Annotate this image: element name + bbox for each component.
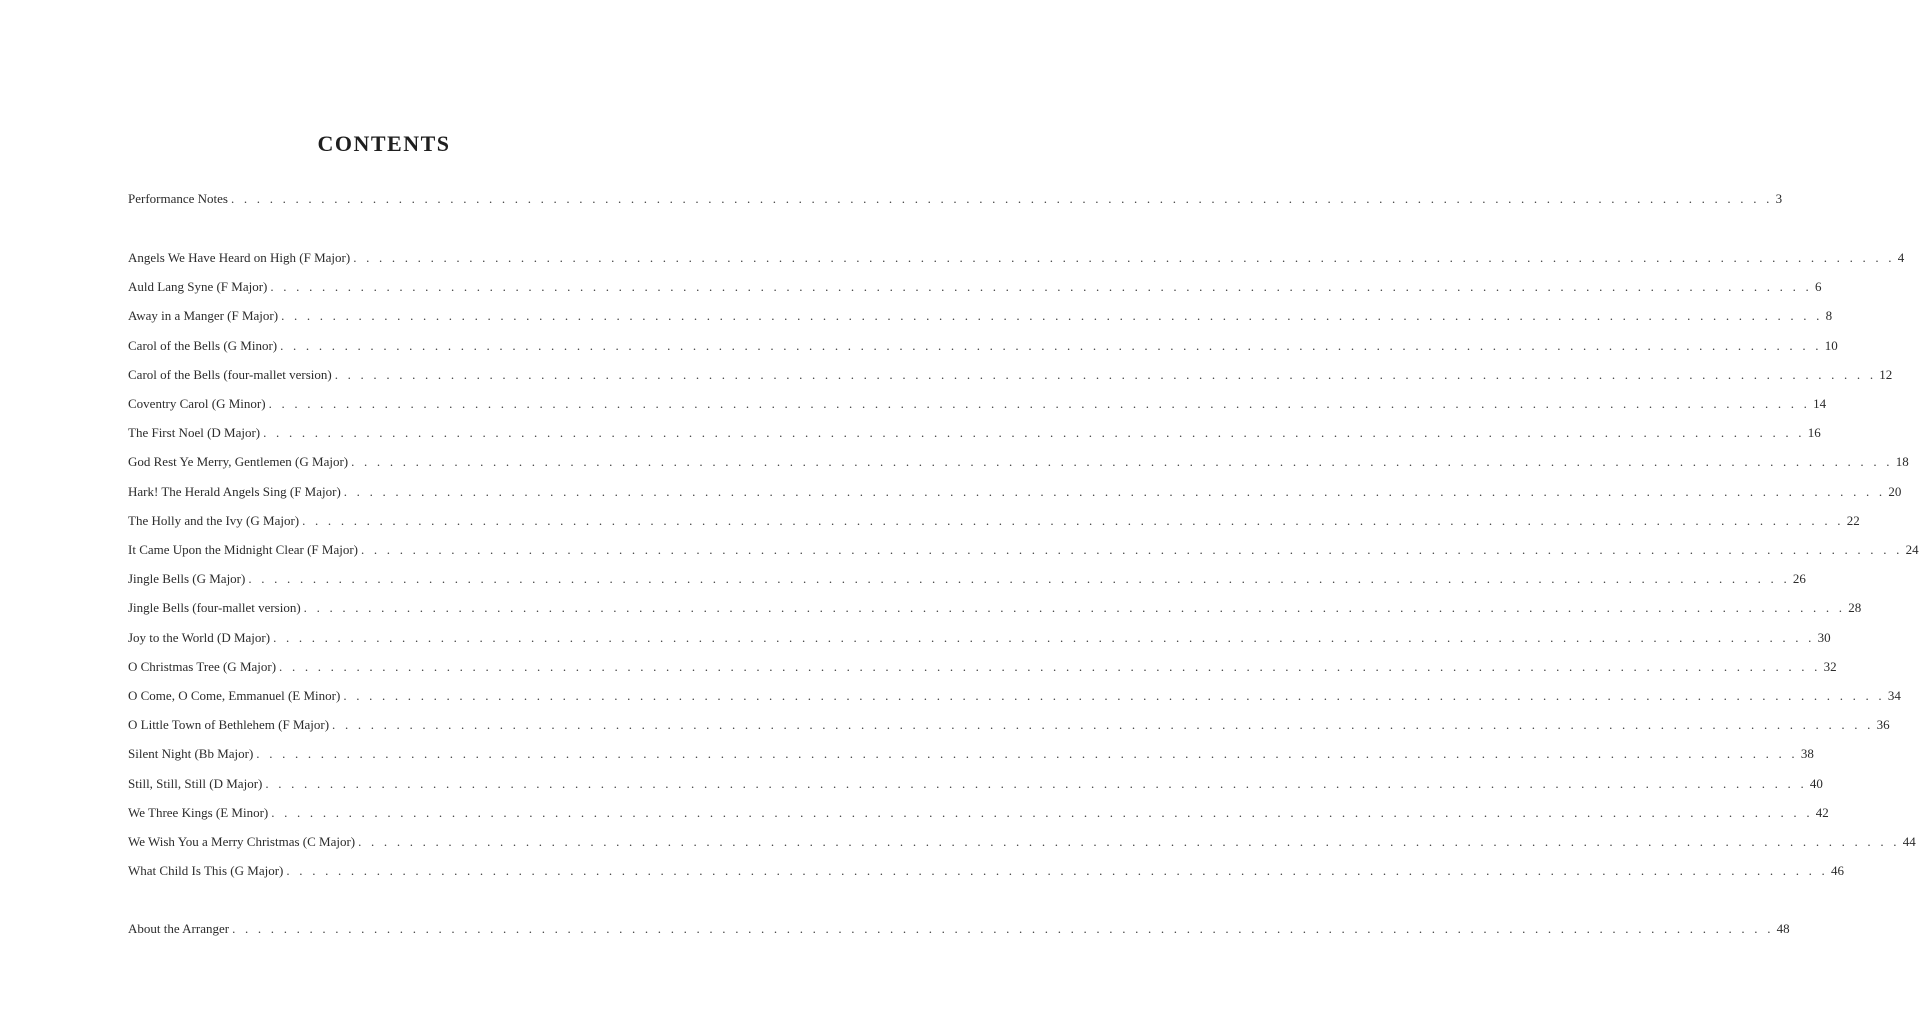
- toc-entry-page-number: 34: [1887, 688, 1901, 703]
- toc-entry: [128, 686, 1901, 706]
- dot-leader: . . . . . . . . . . . . . . . . . . . . . . . . . . . . . . . . . . . . . . . . . . . . . . . . . . . . . . . . . . . . . . . . . . . . . . . . . . . . . . . . . . . . . . . . . . . . . . . . . . . . . . . . . . . . . . . . . . . . . . . .: [286, 863, 1828, 879]
- toc-entry-page-number: 16: [1807, 425, 1821, 441]
- toc-entry: [128, 861, 1844, 881]
- toc-entry-page-number: 30: [1817, 629, 1831, 645]
- toc-entry-title: The Holly and the Ivy (G Major): [128, 512, 300, 528]
- toc-entry: [128, 744, 1814, 764]
- toc-entry-page-number: 6: [1814, 279, 1822, 295]
- toc-entry-page-number: 8: [1825, 308, 1833, 324]
- toc-entry: [128, 598, 1862, 618]
- toc-entry: [128, 189, 1783, 209]
- dot-leader: . . . . . . . . . . . . . . . . . . . . . . . . . . . . . . . . . . . . . . . . . . . . . . . . . . . . . . . . . . . . . . . . . . . . . . . . . . . . . . . . . . . . . . . . . . . . . . . . . . . . . . . . . . . . . . . . . . . . . . . .: [361, 542, 1903, 557]
- toc-entry-title: Performance Notes: [128, 191, 228, 206]
- toc-entry-title: O Christmas Tree (G Major): [128, 658, 277, 674]
- dot-leader: . . . . . . . . . . . . . . . . . . . . . . . . . . . . . . . . . . . . . . . . . . . . . . . . . . . . . . . . . . . . . . . . . . . . . . . . . . . . . . . . . . . . . . . . . . . . . . . . . . . . . . . . . . . . . . . . . . . . . . . .: [248, 571, 1790, 587]
- toc-entry: [128, 482, 1902, 502]
- toc-entry: [128, 511, 1860, 531]
- toc-entry: [128, 365, 1893, 385]
- dot-leader: . . . . . . . . . . . . . . . . . . . . . . . . . . . . . . . . . . . . . . . . . . . . . . . . . . . . . . . . . . . . . . . . . . . . . . . . . . . . . . . . . . . . . . . . . . . . . . . . . . . . . . . . . . . . . . . . . . . . . . . .: [231, 191, 1773, 206]
- toc-entry-page-number: 14: [1813, 396, 1827, 411]
- toc-entry: [128, 715, 1890, 735]
- dot-leader: . . . . . . . . . . . . . . . . . . . . . . . . . . . . . . . . . . . . . . . . . . . . . . . . . . . . . . . . . . . . . . . . . . . . . . . . . . . . . . . . . . . . . . . . . . . . . . . . . . . . . . . . . . . . . . . . . . . . . . . .: [268, 396, 1811, 411]
- dot-leader: . . . . . . . . . . . . . . . . . . . . . . . . . . . . . . . . . . . . . . . . . . . . . . . . . . . . . . . . . . . . . . . . . . . . . . . . . . . . . . . . . . . . . . . . . . . . . . . . . . . . . . . . . . . . . . . . . . . . . . . .: [265, 775, 1807, 791]
- toc-entry: [128, 306, 1833, 326]
- toc-entry-page-number: 48: [1776, 921, 1790, 936]
- toc-entry: [128, 277, 1822, 297]
- page-title: CONTENTS: [317, 131, 451, 156]
- toc-entry: [128, 569, 1806, 589]
- toc-entry-title: Carol of the Bells (four-mallet version): [128, 366, 332, 382]
- dot-leader: . . . . . . . . . . . . . . . . . . . . . . . . . . . . . . . . . . . . . . . . . . . . . . . . . . . . . . . . . . . . . . . . . . . . . . . . . . . . . . . . . . . . . . . . . . . . . . . . . . . . . . . . . . . . . . . . . . . . . . . .: [270, 279, 1812, 295]
- dot-leader: . . . . . . . . . . . . . . . . . . . . . . . . . . . . . . . . . . . . . . . . . . . . . . . . . . . . . . . . . . . . . . . . . . . . . . . . . . . . . . . . . . . . . . . . . . . . . . . . . . . . . . . . . . . . . . . . . . . . . . . .: [232, 921, 1774, 936]
- dot-leader: . . . . . . . . . . . . . . . . . . . . . . . . . . . . . . . . . . . . . . . . . . . . . . . . . . . . . . . . . . . . . . . . . . . . . . . . . . . . . . . . . . . . . . . . . . . . . . . . . . . . . . . . . . . . . . . . . . . . . . . .: [280, 337, 1822, 353]
- toc-entry-title: What Child Is This (G Major): [128, 863, 284, 879]
- toc-entry-title: O Little Town of Bethlehem (F Major): [128, 717, 330, 733]
- toc-entry-page-number: 12: [1879, 366, 1893, 382]
- toc-entry-title: We Wish You a Merry Christmas (C Major): [128, 834, 356, 849]
- toc-entry-page-number: 18: [1895, 454, 1909, 470]
- toc-entry-title: Angels We Have Heard on High (F Major): [128, 250, 351, 265]
- toc-entry: [128, 336, 1838, 356]
- toc-entry-title: Jingle Bells (G Major): [128, 571, 246, 587]
- toc-entry-page-number: 22: [1846, 512, 1860, 528]
- toc-entry-title: Jingle Bells (four-mallet version): [128, 600, 301, 616]
- dot-leader: . . . . . . . . . . . . . . . . . . . . . . . . . . . . . . . . . . . . . . . . . . . . . . . . . . . . . . . . . . . . . . . . . . . . . . . . . . . . . . . . . . . . . . . . . . . . . . . . . . . . . . . . . . . . . . . . . . . . . . . .: [343, 688, 1885, 703]
- toc-entry: [128, 628, 1831, 648]
- toc-entry-page-number: 28: [1848, 600, 1862, 616]
- toc-entry: [128, 452, 1909, 472]
- dot-leader: . . . . . . . . . . . . . . . . . . . . . . . . . . . . . . . . . . . . . . . . . . . . . . . . . . . . . . . . . . . . . . . . . . . . . . . . . . . . . . . . . . . . . . . . . . . . . . . . . . . . . . . . . . . . . . . . . . . . . . . .: [303, 600, 1846, 616]
- toc-entry-title: Coventry Carol (G Minor): [128, 396, 266, 411]
- toc-entry-page-number: 3: [1775, 191, 1783, 206]
- dot-leader: . . . . . . . . . . . . . . . . . . . . . . . . . . . . . . . . . . . . . . . . . . . . . . . . . . . . . . . . . . . . . . . . . . . . . . . . . . . . . . . . . . . . . . . . . . . . . . . . . . . . . . . . . . . . . . . . . . . . . . . .: [273, 629, 1815, 645]
- dot-leader: . . . . . . . . . . . . . . . . . . . . . . . . . . . . . . . . . . . . . . . . . . . . . . . . . . . . . . . . . . . . . . . . . . . . . . . . . . . . . . . . . . . . . . . . . . . . . . . . . . . . . . . . . . . . . . . . . . . . . . . .: [281, 308, 1823, 324]
- toc-entry-title: Joy to the World (D Major): [128, 629, 271, 645]
- toc-entry-title: Carol of the Bells (G Minor): [128, 337, 278, 353]
- toc-entry: [128, 774, 1823, 794]
- toc-entry-title: The First Noel (D Major): [128, 425, 261, 441]
- toc-entry: [128, 803, 1829, 823]
- toc-entry-title: Auld Lang Syne (F Major): [128, 279, 268, 295]
- toc-entry: [128, 248, 1905, 268]
- toc-entry-page-number: 42: [1815, 804, 1829, 820]
- toc-entry-page-number: 4: [1897, 250, 1905, 265]
- dot-leader: . . . . . . . . . . . . . . . . . . . . . . . . . . . . . . . . . . . . . . . . . . . . . . . . . . . . . . . . . . . . . . . . . . . . . . . . . . . . . . . . . . . . . . . . . . . . . . . . . . . . . . . . . . . . . . . . . . . . . . . .: [271, 804, 1813, 820]
- toc-entry-title: We Three Kings (E Minor): [128, 804, 269, 820]
- toc-entry-title: Away in a Manger (F Major): [128, 308, 279, 324]
- toc-entry: [128, 919, 1790, 939]
- toc-entry: [128, 540, 1919, 560]
- dot-leader: . . . . . . . . . . . . . . . . . . . . . . . . . . . . . . . . . . . . . . . . . . . . . . . . . . . . . . . . . . . . . . . . . . . . . . . . . . . . . . . . . . . . . . . . . . . . . . . . . . . . . . . . . . . . . . . . . . . . . . . .: [343, 483, 1886, 499]
- dot-leader: . . . . . . . . . . . . . . . . . . . . . . . . . . . . . . . . . . . . . . . . . . . . . . . . . . . . . . . . . . . . . . . . . . . . . . . . . . . . . . . . . . . . . . . . . . . . . . . . . . . . . . . . . . . . . . . . . . . . . . . .: [263, 425, 1805, 441]
- toc-entry-page-number: 38: [1800, 746, 1814, 762]
- toc-entry-page-number: 40: [1809, 775, 1823, 791]
- dot-leader: . . . . . . . . . . . . . . . . . . . . . . . . . . . . . . . . . . . . . . . . . . . . . . . . . . . . . . . . . . . . . . . . . . . . . . . . . . . . . . . . . . . . . . . . . . . . . . . . . . . . . . . . . . . . . . . . . . . . . . . .: [279, 658, 1821, 674]
- dot-leader: . . . . . . . . . . . . . . . . . . . . . . . . . . . . . . . . . . . . . . . . . . . . . . . . . . . . . . . . . . . . . . . . . . . . . . . . . . . . . . . . . . . . . . . . . . . . . . . . . . . . . . . . . . . . . . . . . . . . . . . .: [353, 250, 1895, 265]
- toc-entry-page-number: 44: [1902, 834, 1916, 849]
- toc-entry-page-number: 10: [1824, 337, 1838, 353]
- toc-entry-page-number: 24: [1905, 542, 1919, 557]
- toc-entry-title: O Come, O Come, Emmanuel (E Minor): [128, 688, 341, 703]
- toc-entry-title: God Rest Ye Merry, Gentlemen (G Major): [128, 454, 349, 470]
- dot-leader: . . . . . . . . . . . . . . . . . . . . . . . . . . . . . . . . . . . . . . . . . . . . . . . . . . . . . . . . . . . . . . . . . . . . . . . . . . . . . . . . . . . . . . . . . . . . . . . . . . . . . . . . . . . . . . . . . . . . . . . .: [332, 717, 1874, 733]
- toc-entry: [128, 657, 1837, 677]
- toc-entry-page-number: 20: [1888, 483, 1902, 499]
- toc-entry-page-number: 36: [1876, 717, 1890, 733]
- dot-leader: . . . . . . . . . . . . . . . . . . . . . . . . . . . . . . . . . . . . . . . . . . . . . . . . . . . . . . . . . . . . . . . . . . . . . . . . . . . . . . . . . . . . . . . . . . . . . . . . . . . . . . . . . . . . . . . . . . . . . . . .: [351, 454, 1893, 470]
- dot-leader: . . . . . . . . . . . . . . . . . . . . . . . . . . . . . . . . . . . . . . . . . . . . . . . . . . . . . . . . . . . . . . . . . . . . . . . . . . . . . . . . . . . . . . . . . . . . . . . . . . . . . . . . . . . . . . . . . . . . . . . .: [256, 746, 1798, 762]
- toc-entry-title: Still, Still, Still (D Major): [128, 775, 263, 791]
- toc-entry-title: Silent Night (Bb Major): [128, 746, 254, 762]
- dot-leader: . . . . . . . . . . . . . . . . . . . . . . . . . . . . . . . . . . . . . . . . . . . . . . . . . . . . . . . . . . . . . . . . . . . . . . . . . . . . . . . . . . . . . . . . . . . . . . . . . . . . . . . . . . . . . . . . . . . . . . . .: [302, 512, 1844, 528]
- toc-entry-page-number: 26: [1792, 571, 1806, 587]
- dot-leader: . . . . . . . . . . . . . . . . . . . . . . . . . . . . . . . . . . . . . . . . . . . . . . . . . . . . . . . . . . . . . . . . . . . . . . . . . . . . . . . . . . . . . . . . . . . . . . . . . . . . . . . . . . . . . . . . . . . . . . . .: [358, 834, 1900, 849]
- toc-entry-title: Hark! The Herald Angels Sing (F Major): [128, 483, 341, 499]
- toc-entry-title: About the Arranger: [128, 921, 230, 936]
- toc-entry-title: It Came Upon the Midnight Clear (F Major): [128, 542, 358, 557]
- toc-entry: [128, 423, 1821, 443]
- toc-entry-page-number: 46: [1830, 863, 1844, 879]
- dot-leader: . . . . . . . . . . . . . . . . . . . . . . . . . . . . . . . . . . . . . . . . . . . . . . . . . . . . . . . . . . . . . . . . . . . . . . . . . . . . . . . . . . . . . . . . . . . . . . . . . . . . . . . . . . . . . . . . . . . . . . . .: [334, 366, 1877, 382]
- toc-entry: [128, 832, 1916, 852]
- toc-entry: [128, 394, 1827, 414]
- toc-entry-page-number: 32: [1823, 658, 1837, 674]
